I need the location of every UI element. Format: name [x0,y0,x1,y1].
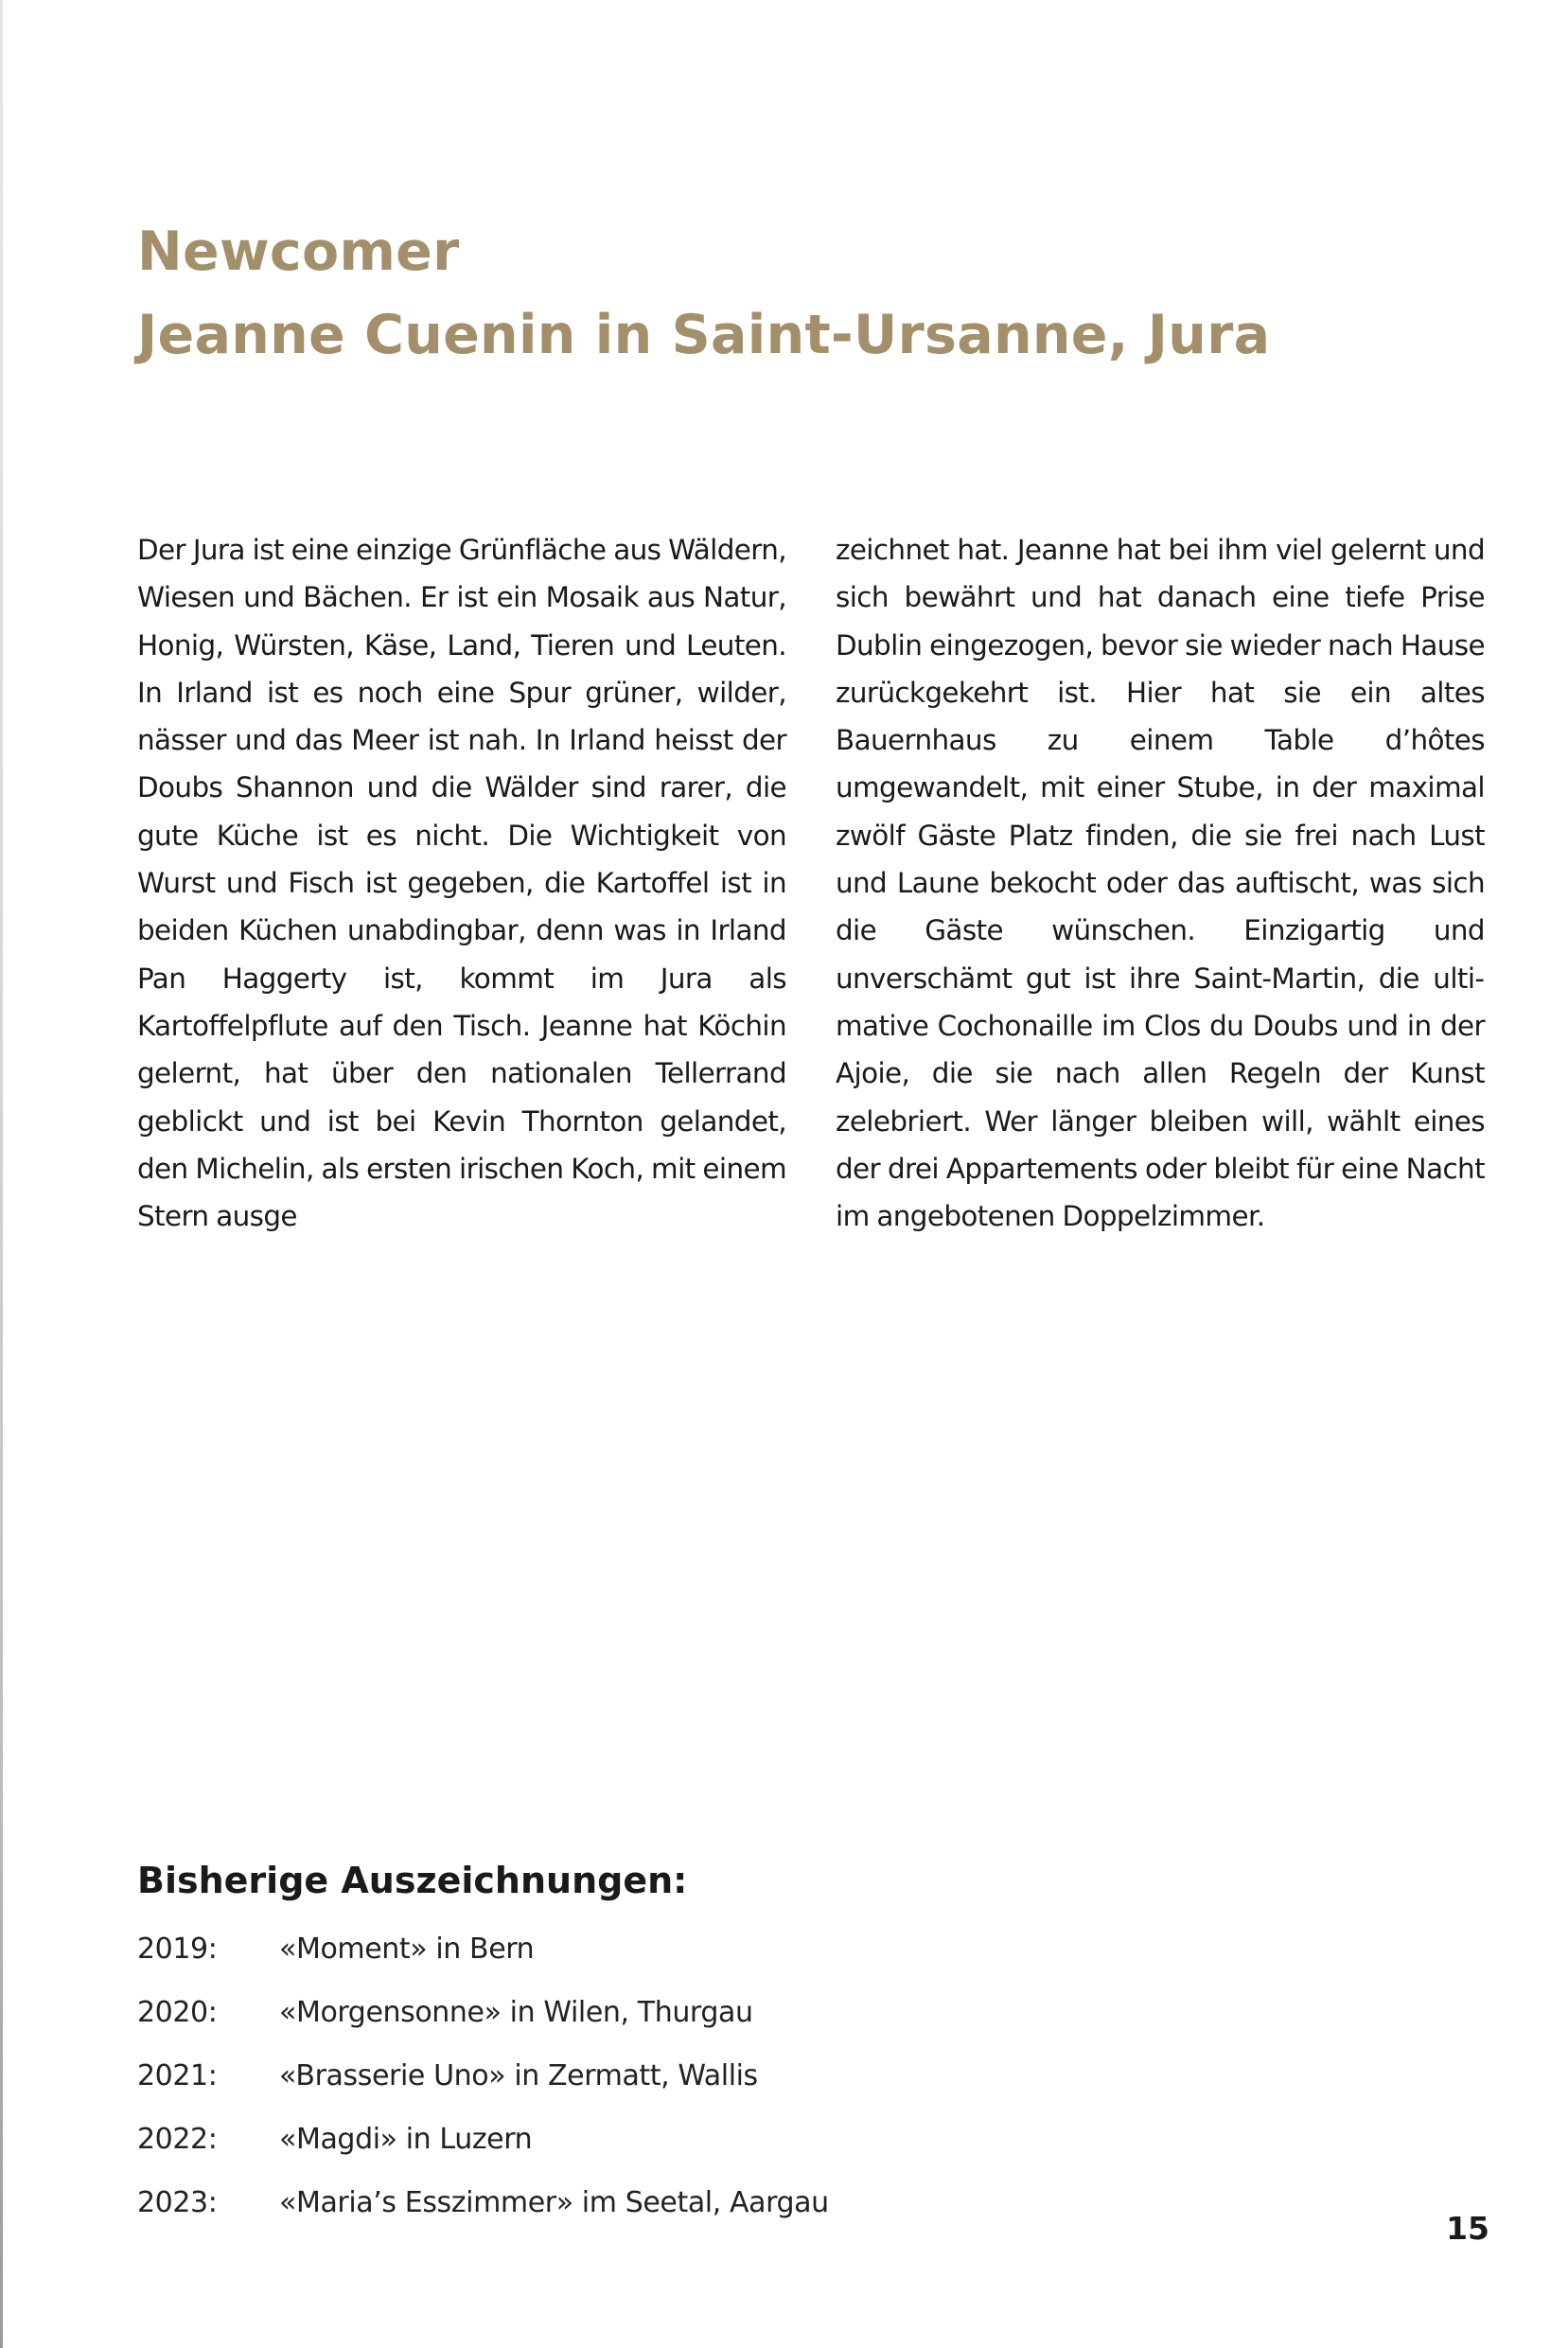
award-year: 2022: [137,2123,218,2156]
page-edge-strip [0,0,3,2348]
award-text: «Brasserie Uno» in Zermatt, Wallis [279,2059,758,2092]
award-row-2022 [137,2116,829,2180]
award-year: 2021: [137,2059,218,2092]
award-year: 2023: [137,2186,218,2219]
award-year: 2019: [137,1933,218,1966]
award-text: «Moment» in Bern [279,1933,535,1966]
award-text: «Magdi» in Luzern [279,2123,533,2156]
body-column-right: zeichnet hat. Jeanne hat bei ihm viel gelernt und sich bewährt und hat danach eine tiefe Prise Dublin eingezogen, bevor sie wieder nach Hause zurückgekehrt ist. Hier hat sie ein altes Bauernhaus zu einem Table d’hôtes umgewandelt, mit einer Stube, in der maximal zwölf Gäste Platz finden, die sie frei nach Lust und Laune bekocht oder das auftischt, was sich die Gäste wünschen. Einzigartig und unverschämt gut ist ihre Saint-Martin, die ultimative Cochonaille im Clos du Doubs und in der Ajoie, die sie nach allen Regeln der Kunst zelebriert. Wer länger bleiben will, wählt eines der drei Appartements oder bleibt für eine Nacht im angebotenen Doppelzimmer. [836,534,1485,1233]
awards-heading: Bisherige Auszeichnungen: [137,1860,688,1901]
award-row-2019 [137,1926,829,1989]
award-year: 2020: [137,1996,218,2029]
page-number: 15 [1446,2210,1489,2247]
body-column-left: Der Jura ist eine einzige Grünfläche aus Wäldern, Wiesen und Bächen. Er ist ein Mosaik aus Natur, Honig, Würsten, Käse, Land, Tieren und Leuten. In Irland ist es noch eine Spur grüner, wilder, nässer und das Meer ist nah. In Irland heisst der Doubs Shannon und die Wälder sind rarer, die gute Küche ist es nicht. Die Wichtigkeit von Wurst und Fisch ist gegeben, die Kartoffel ist in beiden Küchen unabdingbar, denn was in Irland Pan Haggerty ist, kommt im Jura als Kartoffelpflute auf den Tisch. Jeanne hat Köchin gelernt, hat über den nationalen Tellerrand geblickt und ist bei Kevin Thornton gelandet, den Michelin, als ersten irischen Koch, mit einem Stern ausge [137,534,786,1233]
awards-list [137,1926,829,2243]
award-row-2020 [137,1989,829,2053]
title-line-kicker: Newcomer [137,221,460,283]
award-text: «Maria’s Esszimmer» im Seetal, Aargau [279,2186,829,2219]
award-row-2023 [137,2180,829,2243]
page-title [137,210,1270,377]
award-row-2021 [137,2053,829,2116]
title-line-main: Jeanne Cuenin in Saint-Ursanne, Jura [137,304,1271,366]
award-text: «Morgensonne» in Wilen, Thurgau [279,1996,753,2029]
